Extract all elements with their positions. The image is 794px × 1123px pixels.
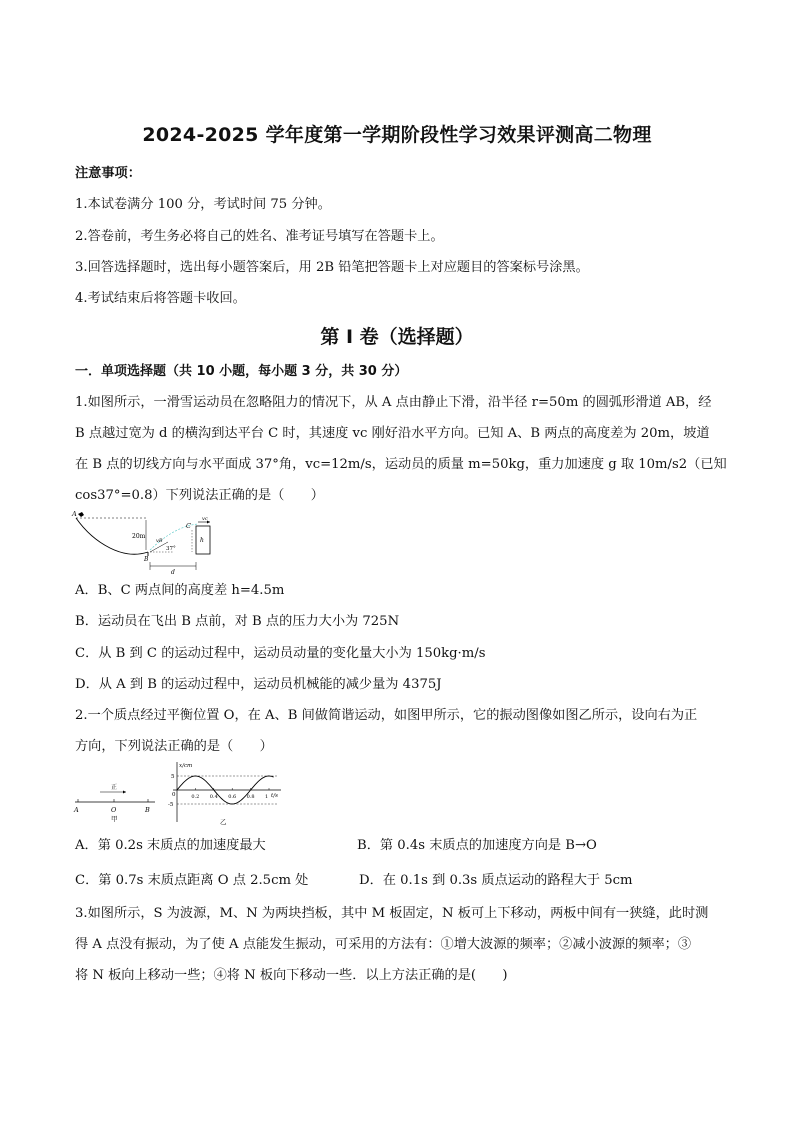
x-tick-label: 0.4 — [209, 794, 218, 800]
x-tick-label: 0.8 — [246, 794, 255, 800]
q1-label-a: A — [72, 510, 77, 518]
q1-stem-line-1: 1.如图所示，一滑雪运动员在忽略阻力的情况下，从 A 点由静止下滑，沿半径 r=50m 的圆弧形滑道 AB，经 — [75, 395, 712, 410]
q1-figure — [70, 508, 220, 578]
q1-option-b: B．运动员在飞出 B 点前，对 B 点的压力大小为 725N — [75, 614, 400, 629]
q2-option-b: B．第 0.4s 末质点的加速度方向是 B→O — [357, 838, 597, 853]
q1-stem-line-4: cos37°=0.8）下列说法正确的是（ ） — [75, 488, 324, 503]
q2-label-b: B — [145, 806, 150, 814]
q1-stem-line-3: 在 B 点的切线方向与水平面成 37°角，vc=12m/s，运动员的质量 m=50kg，重力加速度 g 取 10m/s2（已知 — [75, 457, 727, 472]
q1-label-b: B — [144, 556, 149, 563]
section-title: 一．单项选择题（共 10 小题，每小题 3 分，共 30 分） — [75, 364, 408, 379]
q3-stem-line-2: 得 A 点没有振动，为了使 A 点能发生振动，可采用的方法有：①增大波源的频率；②减小波源的频率；③ — [75, 937, 692, 952]
q2-t-axis-label: t/s — [271, 793, 278, 799]
q2-option-a: A．第 0.2s 末质点的加速度最大 — [75, 838, 266, 853]
q1-option-a: A．B、C 两点间的高度差 h=4.5m — [75, 583, 285, 598]
q2-label-a: A — [74, 806, 79, 814]
q1-label-c: C — [186, 522, 191, 530]
q2-y-axis-label: x/cm — [179, 763, 193, 769]
q2-label-yi: 乙 — [220, 818, 227, 826]
q2-option-d: D．在 0.1s 到 0.3s 质点运动的路程大于 5cm — [359, 873, 633, 888]
skier-icon — [78, 512, 84, 517]
q3-stem-line-3: 将 N 板向上移动一些；④将 N 板向下移动一些．以上方法正确的是( ) — [75, 968, 508, 983]
q3-stem-line-1: 3.如图所示，S 为波源，M、N 为两块挡板，其中 M 板固定，N 板可上下移动，两板中间有一狭缝，此时测 — [75, 906, 709, 921]
x-tick-label: 0.2 — [191, 794, 200, 800]
q1-label-angle: 37° — [166, 546, 176, 552]
q2-y-top: 5 — [171, 774, 175, 780]
q1-stem-line-2: B 点越过宽为 d 的横沟到达平台 C 时，其速度 vc 刚好沿水平方向。已知 A、B 两点的高度差为 20m，坡道 — [75, 426, 710, 441]
q1-label-d: d — [171, 569, 175, 576]
q2-option-c: C．第 0.7s 末质点距离 O 点 2.5cm 处 — [75, 873, 309, 888]
q2-origin: 0 — [172, 792, 176, 798]
q1-label-20m: 20m — [132, 533, 146, 540]
q1-option-c: C．从 B 到 C 的运动过程中，运动员动量的变化量大小为 150kg·m/s — [75, 646, 486, 661]
exam-title: 2024-2025 学年度第一学期阶段性学习效果评测高二物理 — [142, 124, 652, 146]
notice-item-1: 1.本试卷满分 100 分，考试时间 75 分钟。 — [75, 197, 331, 212]
notice-item-3: 3.回答选择题时，选出每小题答案后，用 2B 铅笔把答题卡上对应题目的答案标号涂黑。 — [75, 260, 589, 275]
q1-label-vc: vc — [202, 516, 208, 522]
q2-label-zheng: 正 — [111, 784, 118, 791]
q2-stem-line-2: 方向，下列说法正确的是（ ） — [75, 739, 273, 754]
part-title: 第 I 卷（选择题） — [320, 326, 474, 348]
notice-heading: 注意事项： — [75, 166, 141, 181]
q1-option-d: D．从 A 到 B 的运动过程中，运动员机械能的减少量为 4375J — [75, 677, 442, 692]
x-tick-label: 0.6 — [228, 794, 237, 800]
q1-label-h: h — [200, 537, 204, 544]
notice-item-4: 4.考试结束后将答题卡收回。 — [75, 291, 246, 306]
notice-item-2: 2.答卷前，考生务必将自己的姓名、准考证号填写在答题卡上。 — [75, 229, 444, 244]
x-tick-label: 1 — [265, 794, 269, 800]
q2-label-o: O — [111, 806, 117, 814]
q2-label-jia: 甲 — [111, 815, 118, 822]
q2-figure-jia — [70, 770, 160, 822]
q2-stem-line-1: 2.一个质点经过平衡位置 O，在 A、B 间做简谐运动，如图甲所示，它的振动图像如图乙所示，设向右为正 — [75, 708, 698, 723]
q2-vibration-chart — [165, 760, 285, 826]
q2-y-bottom: -5 — [168, 802, 174, 808]
q1-label-vb: vB — [156, 538, 163, 544]
